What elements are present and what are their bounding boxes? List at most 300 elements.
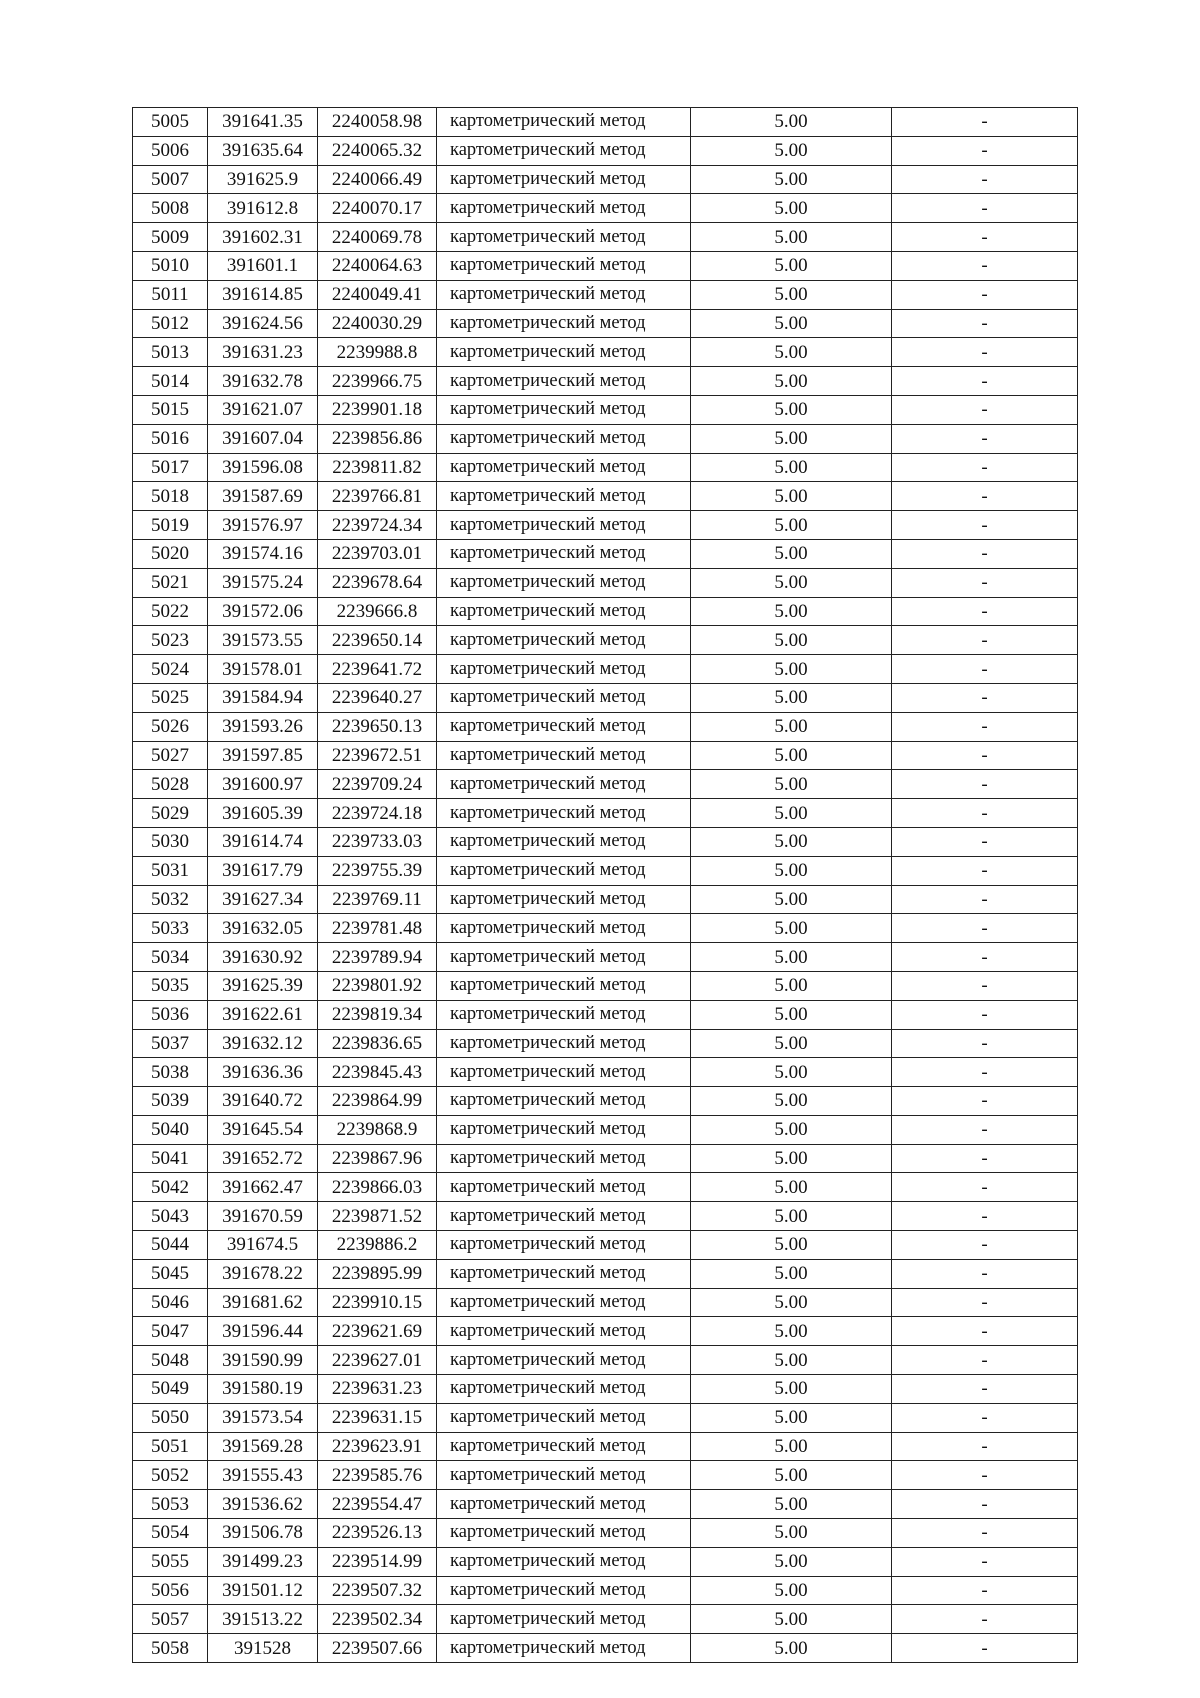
y-coordinate-cell: 2239502.34 xyxy=(318,1605,437,1634)
y-coordinate-cell: 2239966.75 xyxy=(318,367,437,396)
y-coordinate-cell: 2239895.99 xyxy=(318,1259,437,1288)
accuracy-cell: 5.00 xyxy=(691,539,892,568)
point-number-cell: 5043 xyxy=(133,1202,208,1231)
table-row xyxy=(133,1346,1078,1375)
x-coordinate-cell: 391652.72 xyxy=(208,1144,318,1173)
y-coordinate-cell: 2239856.86 xyxy=(318,424,437,453)
table-row xyxy=(133,568,1078,597)
x-coordinate-cell: 391574.16 xyxy=(208,539,318,568)
table-row xyxy=(133,712,1078,741)
method-cell: картометрический метод xyxy=(437,741,691,770)
note-cell: - xyxy=(892,453,1078,482)
note-cell: - xyxy=(892,1375,1078,1404)
accuracy-cell: 5.00 xyxy=(691,1173,892,1202)
note-cell: - xyxy=(892,367,1078,396)
x-coordinate-cell: 391590.99 xyxy=(208,1346,318,1375)
note-cell: - xyxy=(892,655,1078,684)
x-coordinate-cell: 391627.34 xyxy=(208,885,318,914)
accuracy-cell: 5.00 xyxy=(691,424,892,453)
point-number-cell: 5015 xyxy=(133,395,208,424)
method-cell: картометрический метод xyxy=(437,1288,691,1317)
table-row xyxy=(133,856,1078,885)
x-coordinate-cell: 391580.19 xyxy=(208,1375,318,1404)
point-number-cell: 5055 xyxy=(133,1547,208,1576)
table-row xyxy=(133,1202,1078,1231)
accuracy-cell: 5.00 xyxy=(691,799,892,828)
x-coordinate-cell: 391640.72 xyxy=(208,1087,318,1116)
table-row xyxy=(133,424,1078,453)
point-number-cell: 5038 xyxy=(133,1058,208,1087)
table-row xyxy=(133,683,1078,712)
x-coordinate-cell: 391506.78 xyxy=(208,1519,318,1548)
point-number-cell: 5008 xyxy=(133,194,208,223)
point-number-cell: 5051 xyxy=(133,1432,208,1461)
x-coordinate-cell: 391625.9 xyxy=(208,165,318,194)
accuracy-cell: 5.00 xyxy=(691,943,892,972)
point-number-cell: 5056 xyxy=(133,1576,208,1605)
x-coordinate-cell: 391622.61 xyxy=(208,1000,318,1029)
note-cell: - xyxy=(892,482,1078,511)
y-coordinate-cell: 2239910.15 xyxy=(318,1288,437,1317)
x-coordinate-cell: 391536.62 xyxy=(208,1490,318,1519)
point-number-cell: 5019 xyxy=(133,511,208,540)
table-row xyxy=(133,136,1078,165)
table-row xyxy=(133,1144,1078,1173)
point-number-cell: 5050 xyxy=(133,1403,208,1432)
y-coordinate-cell: 2239507.32 xyxy=(318,1576,437,1605)
method-cell: картометрический метод xyxy=(437,482,691,511)
accuracy-cell: 5.00 xyxy=(691,971,892,1000)
method-cell: картометрический метод xyxy=(437,1605,691,1634)
table-row xyxy=(133,971,1078,1000)
y-coordinate-cell: 2240069.78 xyxy=(318,223,437,252)
x-coordinate-cell: 391674.5 xyxy=(208,1231,318,1260)
y-coordinate-cell: 2239733.03 xyxy=(318,827,437,856)
x-coordinate-cell: 391614.74 xyxy=(208,827,318,856)
y-coordinate-cell: 2240070.17 xyxy=(318,194,437,223)
method-cell: картометрический метод xyxy=(437,597,691,626)
note-cell: - xyxy=(892,1461,1078,1490)
method-cell: картометрический метод xyxy=(437,1231,691,1260)
note-cell: - xyxy=(892,1173,1078,1202)
table-row xyxy=(133,1461,1078,1490)
y-coordinate-cell: 2239755.39 xyxy=(318,856,437,885)
table-row xyxy=(133,885,1078,914)
accuracy-cell: 5.00 xyxy=(691,1317,892,1346)
table-row xyxy=(133,1173,1078,1202)
accuracy-cell: 5.00 xyxy=(691,395,892,424)
point-number-cell: 5014 xyxy=(133,367,208,396)
table-row xyxy=(133,223,1078,252)
method-cell: картометрический метод xyxy=(437,626,691,655)
method-cell: картометрический метод xyxy=(437,511,691,540)
note-cell: - xyxy=(892,338,1078,367)
point-number-cell: 5044 xyxy=(133,1231,208,1260)
table-row xyxy=(133,309,1078,338)
x-coordinate-cell: 391572.06 xyxy=(208,597,318,626)
point-number-cell: 5007 xyxy=(133,165,208,194)
method-cell: картометрический метод xyxy=(437,1432,691,1461)
method-cell: картометрический метод xyxy=(437,943,691,972)
method-cell: картометрический метод xyxy=(437,971,691,1000)
table-row xyxy=(133,539,1078,568)
accuracy-cell: 5.00 xyxy=(691,1519,892,1548)
y-coordinate-cell: 2240058.98 xyxy=(318,108,437,137)
accuracy-cell: 5.00 xyxy=(691,453,892,482)
point-number-cell: 5024 xyxy=(133,655,208,684)
accuracy-cell: 5.00 xyxy=(691,1000,892,1029)
y-coordinate-cell: 2239631.23 xyxy=(318,1375,437,1404)
x-coordinate-cell: 391632.12 xyxy=(208,1029,318,1058)
point-number-cell: 5040 xyxy=(133,1115,208,1144)
x-coordinate-cell: 391528 xyxy=(208,1634,318,1663)
method-cell: картометрический метод xyxy=(437,280,691,309)
method-cell: картометрический метод xyxy=(437,424,691,453)
accuracy-cell: 5.00 xyxy=(691,597,892,626)
note-cell: - xyxy=(892,1346,1078,1375)
accuracy-cell: 5.00 xyxy=(691,1259,892,1288)
note-cell: - xyxy=(892,799,1078,828)
note-cell: - xyxy=(892,539,1078,568)
table-row xyxy=(133,597,1078,626)
point-number-cell: 5010 xyxy=(133,251,208,280)
note-cell: - xyxy=(892,568,1078,597)
method-cell: картометрический метод xyxy=(437,799,691,828)
coordinates-table xyxy=(132,107,1078,1663)
point-number-cell: 5034 xyxy=(133,943,208,972)
y-coordinate-cell: 2239988.8 xyxy=(318,338,437,367)
note-cell: - xyxy=(892,1144,1078,1173)
point-number-cell: 5037 xyxy=(133,1029,208,1058)
accuracy-cell: 5.00 xyxy=(691,770,892,799)
y-coordinate-cell: 2239640.27 xyxy=(318,683,437,712)
table-row xyxy=(133,1490,1078,1519)
table-row xyxy=(133,1288,1078,1317)
table-row xyxy=(133,1058,1078,1087)
x-coordinate-cell: 391678.22 xyxy=(208,1259,318,1288)
point-number-cell: 5039 xyxy=(133,1087,208,1116)
x-coordinate-cell: 391632.05 xyxy=(208,914,318,943)
method-cell: картометрический метод xyxy=(437,194,691,223)
accuracy-cell: 5.00 xyxy=(691,655,892,684)
y-coordinate-cell: 2239811.82 xyxy=(318,453,437,482)
table-row xyxy=(133,1547,1078,1576)
accuracy-cell: 5.00 xyxy=(691,1547,892,1576)
y-coordinate-cell: 2239631.15 xyxy=(318,1403,437,1432)
point-number-cell: 5053 xyxy=(133,1490,208,1519)
accuracy-cell: 5.00 xyxy=(691,1375,892,1404)
table-row xyxy=(133,1432,1078,1461)
x-coordinate-cell: 391501.12 xyxy=(208,1576,318,1605)
table-row xyxy=(133,453,1078,482)
x-coordinate-cell: 391555.43 xyxy=(208,1461,318,1490)
point-number-cell: 5016 xyxy=(133,424,208,453)
accuracy-cell: 5.00 xyxy=(691,741,892,770)
note-cell: - xyxy=(892,856,1078,885)
note-cell: - xyxy=(892,1547,1078,1576)
x-coordinate-cell: 391575.24 xyxy=(208,568,318,597)
note-cell: - xyxy=(892,1432,1078,1461)
method-cell: картометрический метод xyxy=(437,1375,691,1404)
note-cell: - xyxy=(892,165,1078,194)
note-cell: - xyxy=(892,683,1078,712)
y-coordinate-cell: 2239769.11 xyxy=(318,885,437,914)
accuracy-cell: 5.00 xyxy=(691,1634,892,1663)
y-coordinate-cell: 2239672.51 xyxy=(318,741,437,770)
table-row xyxy=(133,1000,1078,1029)
point-number-cell: 5045 xyxy=(133,1259,208,1288)
table-row xyxy=(133,280,1078,309)
method-cell: картометрический метод xyxy=(437,1634,691,1663)
note-cell: - xyxy=(892,511,1078,540)
note-cell: - xyxy=(892,395,1078,424)
point-number-cell: 5032 xyxy=(133,885,208,914)
method-cell: картометрический метод xyxy=(437,1259,691,1288)
accuracy-cell: 5.00 xyxy=(691,251,892,280)
point-number-cell: 5030 xyxy=(133,827,208,856)
point-number-cell: 5042 xyxy=(133,1173,208,1202)
note-cell: - xyxy=(892,1605,1078,1634)
table-row xyxy=(133,1317,1078,1346)
method-cell: картометрический метод xyxy=(437,309,691,338)
x-coordinate-cell: 391576.97 xyxy=(208,511,318,540)
x-coordinate-cell: 391569.28 xyxy=(208,1432,318,1461)
table-row xyxy=(133,914,1078,943)
y-coordinate-cell: 2239864.99 xyxy=(318,1087,437,1116)
x-coordinate-cell: 391573.55 xyxy=(208,626,318,655)
point-number-cell: 5029 xyxy=(133,799,208,828)
method-cell: картометрический метод xyxy=(437,1058,691,1087)
y-coordinate-cell: 2239526.13 xyxy=(318,1519,437,1548)
y-coordinate-cell: 2239836.65 xyxy=(318,1029,437,1058)
table-row xyxy=(133,1634,1078,1663)
point-number-cell: 5036 xyxy=(133,1000,208,1029)
table-row xyxy=(133,943,1078,972)
table-row xyxy=(133,482,1078,511)
x-coordinate-cell: 391612.8 xyxy=(208,194,318,223)
note-cell: - xyxy=(892,885,1078,914)
y-coordinate-cell: 2239886.2 xyxy=(318,1231,437,1260)
y-coordinate-cell: 2239845.43 xyxy=(318,1058,437,1087)
x-coordinate-cell: 391602.31 xyxy=(208,223,318,252)
y-coordinate-cell: 2239650.13 xyxy=(318,712,437,741)
x-coordinate-cell: 391621.07 xyxy=(208,395,318,424)
y-coordinate-cell: 2239703.01 xyxy=(318,539,437,568)
table-row xyxy=(133,251,1078,280)
note-cell: - xyxy=(892,1087,1078,1116)
note-cell: - xyxy=(892,943,1078,972)
note-cell: - xyxy=(892,1576,1078,1605)
note-cell: - xyxy=(892,280,1078,309)
point-number-cell: 5011 xyxy=(133,280,208,309)
accuracy-cell: 5.00 xyxy=(691,914,892,943)
x-coordinate-cell: 391662.47 xyxy=(208,1173,318,1202)
table-row xyxy=(133,1087,1078,1116)
note-cell: - xyxy=(892,1634,1078,1663)
accuracy-cell: 5.00 xyxy=(691,1576,892,1605)
x-coordinate-cell: 391631.23 xyxy=(208,338,318,367)
accuracy-cell: 5.00 xyxy=(691,1202,892,1231)
table-row xyxy=(133,1403,1078,1432)
point-number-cell: 5035 xyxy=(133,971,208,1000)
x-coordinate-cell: 391641.35 xyxy=(208,108,318,137)
x-coordinate-cell: 391645.54 xyxy=(208,1115,318,1144)
method-cell: картометрический метод xyxy=(437,367,691,396)
note-cell: - xyxy=(892,1058,1078,1087)
method-cell: картометрический метод xyxy=(437,539,691,568)
method-cell: картометрический метод xyxy=(437,136,691,165)
accuracy-cell: 5.00 xyxy=(691,712,892,741)
y-coordinate-cell: 2239801.92 xyxy=(318,971,437,1000)
y-coordinate-cell: 2240066.49 xyxy=(318,165,437,194)
x-coordinate-cell: 391635.64 xyxy=(208,136,318,165)
table-row xyxy=(133,770,1078,799)
table-row xyxy=(133,1231,1078,1260)
note-cell: - xyxy=(892,1519,1078,1548)
method-cell: картометрический метод xyxy=(437,770,691,799)
method-cell: картометрический метод xyxy=(437,165,691,194)
method-cell: картометрический метод xyxy=(437,712,691,741)
y-coordinate-cell: 2239641.72 xyxy=(318,655,437,684)
table-row xyxy=(133,799,1078,828)
table-row xyxy=(133,1519,1078,1548)
method-cell: картометрический метод xyxy=(437,1202,691,1231)
x-coordinate-cell: 391670.59 xyxy=(208,1202,318,1231)
method-cell: картометрический метод xyxy=(437,1547,691,1576)
x-coordinate-cell: 391584.94 xyxy=(208,683,318,712)
table-row xyxy=(133,626,1078,655)
y-coordinate-cell: 2239866.03 xyxy=(318,1173,437,1202)
note-cell: - xyxy=(892,1115,1078,1144)
point-number-cell: 5013 xyxy=(133,338,208,367)
table-row xyxy=(133,1115,1078,1144)
y-coordinate-cell: 2239766.81 xyxy=(318,482,437,511)
accuracy-cell: 5.00 xyxy=(691,1144,892,1173)
point-number-cell: 5020 xyxy=(133,539,208,568)
method-cell: картометрический метод xyxy=(437,856,691,885)
y-coordinate-cell: 2239507.66 xyxy=(318,1634,437,1663)
x-coordinate-cell: 391614.85 xyxy=(208,280,318,309)
note-cell: - xyxy=(892,194,1078,223)
accuracy-cell: 5.00 xyxy=(691,1490,892,1519)
point-number-cell: 5049 xyxy=(133,1375,208,1404)
y-coordinate-cell: 2239901.18 xyxy=(318,395,437,424)
table-row xyxy=(133,1375,1078,1404)
method-cell: картометрический метод xyxy=(437,568,691,597)
accuracy-cell: 5.00 xyxy=(691,1288,892,1317)
point-number-cell: 5025 xyxy=(133,683,208,712)
y-coordinate-cell: 2239819.34 xyxy=(318,1000,437,1029)
method-cell: картометрический метод xyxy=(437,338,691,367)
method-cell: картометрический метод xyxy=(437,1029,691,1058)
accuracy-cell: 5.00 xyxy=(691,1346,892,1375)
x-coordinate-cell: 391597.85 xyxy=(208,741,318,770)
method-cell: картометрический метод xyxy=(437,1000,691,1029)
accuracy-cell: 5.00 xyxy=(691,1605,892,1634)
table-row xyxy=(133,827,1078,856)
y-coordinate-cell: 2239554.47 xyxy=(318,1490,437,1519)
note-cell: - xyxy=(892,597,1078,626)
accuracy-cell: 5.00 xyxy=(691,108,892,137)
accuracy-cell: 5.00 xyxy=(691,482,892,511)
accuracy-cell: 5.00 xyxy=(691,1461,892,1490)
note-cell: - xyxy=(892,1202,1078,1231)
table-row xyxy=(133,108,1078,137)
accuracy-cell: 5.00 xyxy=(691,1432,892,1461)
accuracy-cell: 5.00 xyxy=(691,1058,892,1087)
x-coordinate-cell: 391625.39 xyxy=(208,971,318,1000)
table-row xyxy=(133,655,1078,684)
point-number-cell: 5031 xyxy=(133,856,208,885)
method-cell: картометрический метод xyxy=(437,1144,691,1173)
x-coordinate-cell: 391573.54 xyxy=(208,1403,318,1432)
y-coordinate-cell: 2239724.18 xyxy=(318,799,437,828)
point-number-cell: 5018 xyxy=(133,482,208,511)
method-cell: картометрический метод xyxy=(437,827,691,856)
table-row xyxy=(133,741,1078,770)
note-cell: - xyxy=(892,914,1078,943)
point-number-cell: 5027 xyxy=(133,741,208,770)
x-coordinate-cell: 391681.62 xyxy=(208,1288,318,1317)
method-cell: картометрический метод xyxy=(437,251,691,280)
table-row xyxy=(133,367,1078,396)
x-coordinate-cell: 391601.1 xyxy=(208,251,318,280)
method-cell: картометрический метод xyxy=(437,395,691,424)
method-cell: картометрический метод xyxy=(437,655,691,684)
point-number-cell: 5054 xyxy=(133,1519,208,1548)
x-coordinate-cell: 391596.44 xyxy=(208,1317,318,1346)
method-cell: картометрический метод xyxy=(437,1461,691,1490)
accuracy-cell: 5.00 xyxy=(691,309,892,338)
method-cell: картометрический метод xyxy=(437,1490,691,1519)
method-cell: картометрический метод xyxy=(437,1403,691,1432)
method-cell: картометрический метод xyxy=(437,1317,691,1346)
note-cell: - xyxy=(892,1490,1078,1519)
x-coordinate-cell: 391607.04 xyxy=(208,424,318,453)
point-number-cell: 5021 xyxy=(133,568,208,597)
y-coordinate-cell: 2239666.8 xyxy=(318,597,437,626)
y-coordinate-cell: 2239871.52 xyxy=(318,1202,437,1231)
point-number-cell: 5017 xyxy=(133,453,208,482)
y-coordinate-cell: 2239724.34 xyxy=(318,511,437,540)
y-coordinate-cell: 2240030.29 xyxy=(318,309,437,338)
method-cell: картометрический метод xyxy=(437,1346,691,1375)
point-number-cell: 5052 xyxy=(133,1461,208,1490)
y-coordinate-cell: 2239868.9 xyxy=(318,1115,437,1144)
accuracy-cell: 5.00 xyxy=(691,165,892,194)
note-cell: - xyxy=(892,1231,1078,1260)
table-row xyxy=(133,1576,1078,1605)
note-cell: - xyxy=(892,309,1078,338)
y-coordinate-cell: 2239789.94 xyxy=(318,943,437,972)
accuracy-cell: 5.00 xyxy=(691,856,892,885)
accuracy-cell: 5.00 xyxy=(691,223,892,252)
point-number-cell: 5047 xyxy=(133,1317,208,1346)
x-coordinate-cell: 391593.26 xyxy=(208,712,318,741)
accuracy-cell: 5.00 xyxy=(691,683,892,712)
y-coordinate-cell: 2239650.14 xyxy=(318,626,437,655)
accuracy-cell: 5.00 xyxy=(691,280,892,309)
method-cell: картометрический метод xyxy=(437,914,691,943)
method-cell: картометрический метод xyxy=(437,1173,691,1202)
x-coordinate-cell: 391578.01 xyxy=(208,655,318,684)
note-cell: - xyxy=(892,1288,1078,1317)
y-coordinate-cell: 2239585.76 xyxy=(318,1461,437,1490)
coordinates-table-body xyxy=(133,108,1078,1663)
y-coordinate-cell: 2239678.64 xyxy=(318,568,437,597)
accuracy-cell: 5.00 xyxy=(691,338,892,367)
y-coordinate-cell: 2239627.01 xyxy=(318,1346,437,1375)
